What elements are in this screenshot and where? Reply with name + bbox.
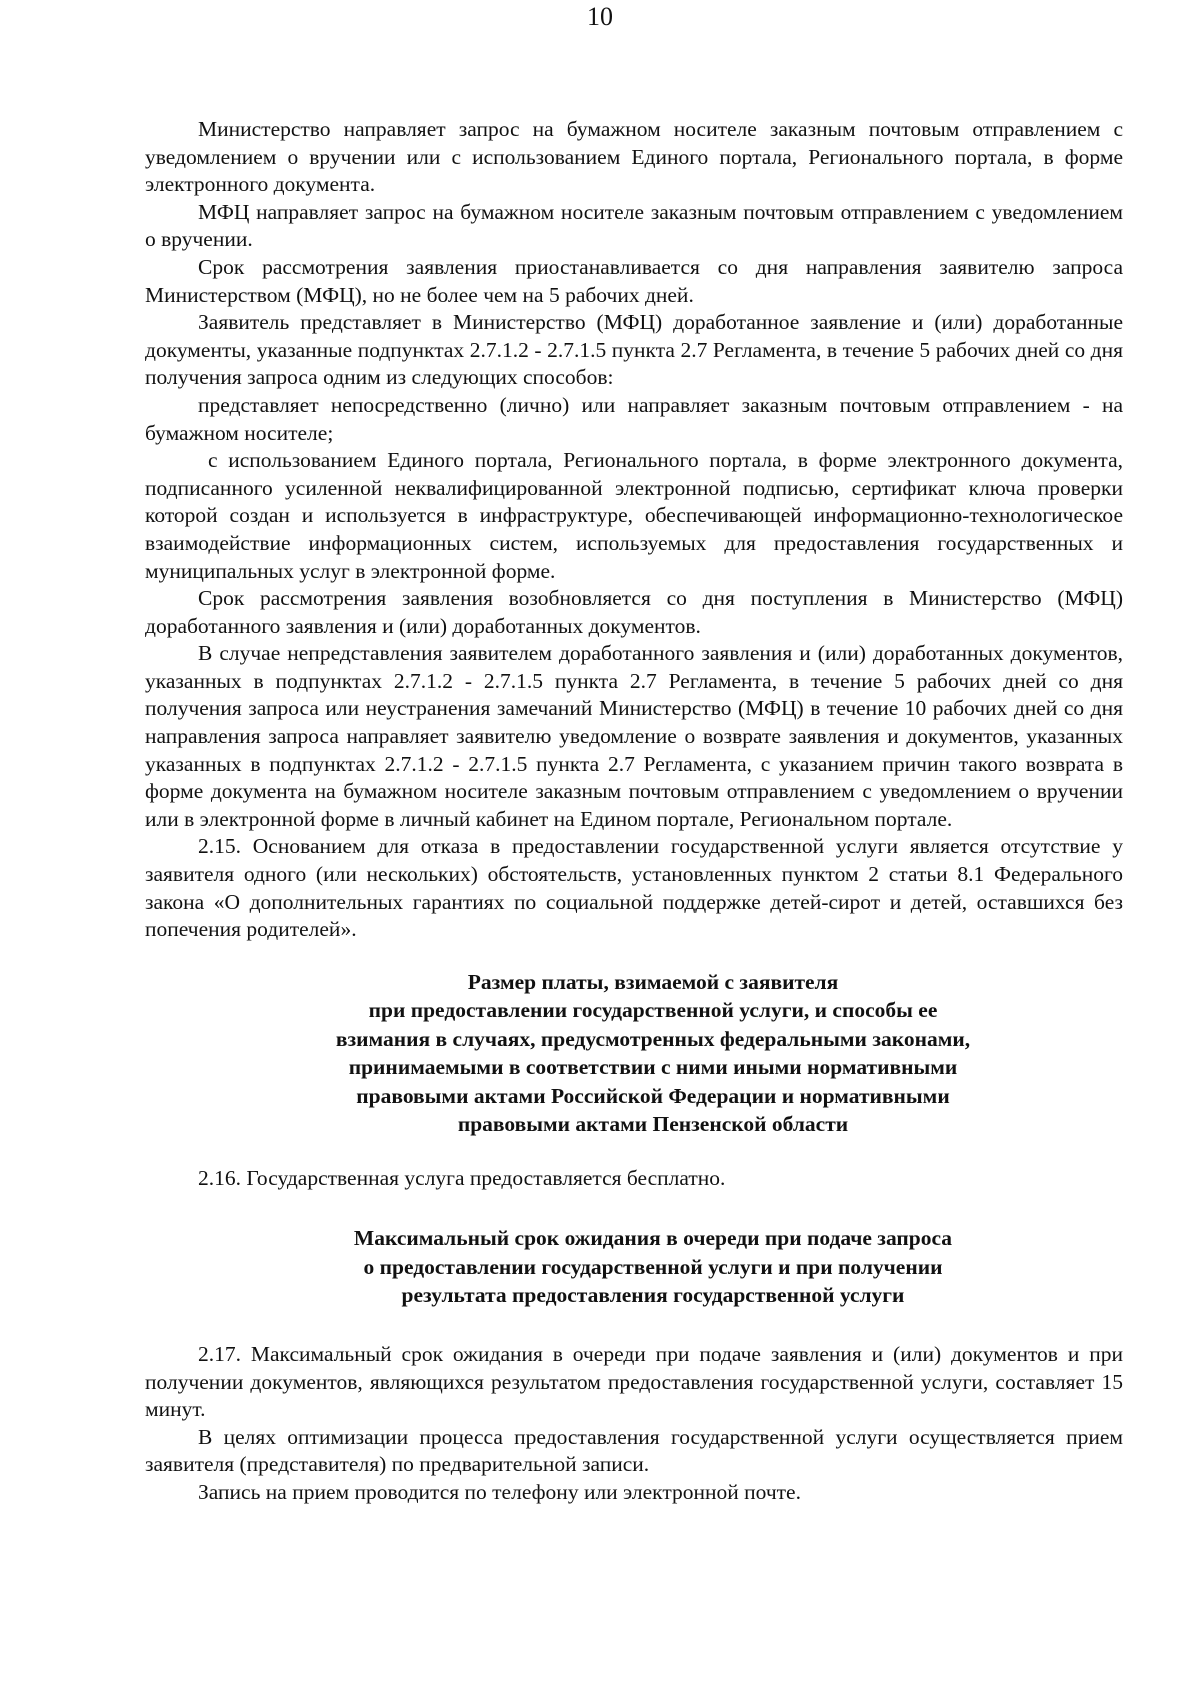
heading-line: при предоставлении государственной услуги, и способы ее (368, 998, 938, 1023)
section-heading-wait (145, 1224, 1123, 1310)
paragraph: 2.17. Максимальный срок ожидания в очереди при подаче заявления и (или) документов и при получении документов, являющихся результатом предоставления государственной услуги, составляет 15 минут. (145, 1341, 1123, 1422)
heading-line: правовыми актами Пензенской области (457, 1112, 849, 1137)
paragraph: с использованием Единого портала, Регионального портала, в форме электронного документа, подписанного усиленной неквалифицированной электронной подписью, сертификат ключа проверки которой создан и используется в инфраструктуре, обеспечивающей информационно-технологическое взаимодействие информационных систем, используемых для предоставления государственных и муниципальных услуг в электронной форме. (145, 448, 1123, 583)
paragraph: В случае непредставления заявителем доработанного заявления и (или) доработанных документов, указанных в подпунктах 2.7.1.2 - 2.7.1.5 пункта 2.7 Регламента, в течение 5 рабочих дней со дня получения запроса или неустранения замечаний Министерство (МФЦ) в течение 10 рабочих дней со дня направления запроса направляет заявителю уведомление о возврате заявления и документов, указанных указанных в подпунктах 2.7.1.2 - 2.7.1.5 пункта 2.7 Регламента, с указанием причин такого возврата в форме документа на бумажном носителе заказным почтовым отправлением с уведомлением о вручении или в электронной форме в личный кабинет на Едином портале, Региональном портале. (145, 641, 1123, 831)
heading-line: принимаемыми в соответствии с ними иными нормативными (348, 1055, 958, 1080)
paragraph: Срок рассмотрения заявления приостанавливается со дня направления заявителю запроса Министерством (МФЦ), но не более чем на 5 рабочих дней. (145, 254, 1123, 307)
heading-line: взимания в случаях, предусмотренных федеральными законами, (335, 1026, 971, 1051)
paragraph: Запись на прием проводится по телефону или электронной почте. (198, 1479, 801, 1504)
section-heading-fee (145, 968, 1123, 1139)
heading-line: Размер платы, взимаемой с заявителя (467, 969, 839, 994)
paragraph: Заявитель представляет в Министерство (МФЦ) доработанное заявление и (или) доработанные документы, указанные подпунктах 2.7.1.2 - 2.7.1.5 пункта 2.7 Регламента, в течение 5 рабочих дней со дня получения запроса одним из следующих способов: (145, 310, 1123, 390)
paragraph: представляет непосредственно (лично) или направляет заказным почтовым отправлением - на бумажном носителе; (145, 392, 1123, 445)
heading-line: результата предоставления государственной услуги (401, 1283, 905, 1308)
paragraph: 2.16. Государственная услуга предоставляется бесплатно. (198, 1165, 726, 1190)
document-body (145, 116, 1123, 1506)
paragraph: Министерство направляет запрос на бумажном носителе заказным почтовым отправлением с уведомлением о вручении или с использованием Единого портала, Регионального портала, в форме электронного документа. (145, 117, 1123, 197)
paragraph: В целях оптимизации процесса предоставления государственной услуги осуществляется прием заявителя (представителя) по предварительной записи. (145, 1424, 1123, 1477)
page-number: 10 (587, 2, 613, 31)
paragraph: МФЦ направляет запрос на бумажном носителе заказным почтовым отправлением с уведомлением о вручении. (145, 199, 1123, 252)
heading-line: правовыми актами Российской Федерации и нормативными (356, 1083, 950, 1108)
heading-line: о предоставлении государственной услуги и при получении (363, 1254, 943, 1279)
paragraph: 2.15. Основанием для отказа в предоставлении государственной услуги является отсутствие у заявителя одного (или нескольких) обстоятельств, установленных пунктом 2 статьи 8.1 Федерального закона «О дополнительных гарантиях по социальной поддержке детей-сирот и детей, оставшихся без попечения родителей». (145, 834, 1123, 942)
paragraph: Срок рассмотрения заявления возобновляется со дня поступления в Министерство (МФЦ) доработанного заявления и (или) доработанных документов. (145, 586, 1123, 638)
heading-line: Максимальный срок ожидания в очереди при подаче запроса (353, 1226, 953, 1251)
